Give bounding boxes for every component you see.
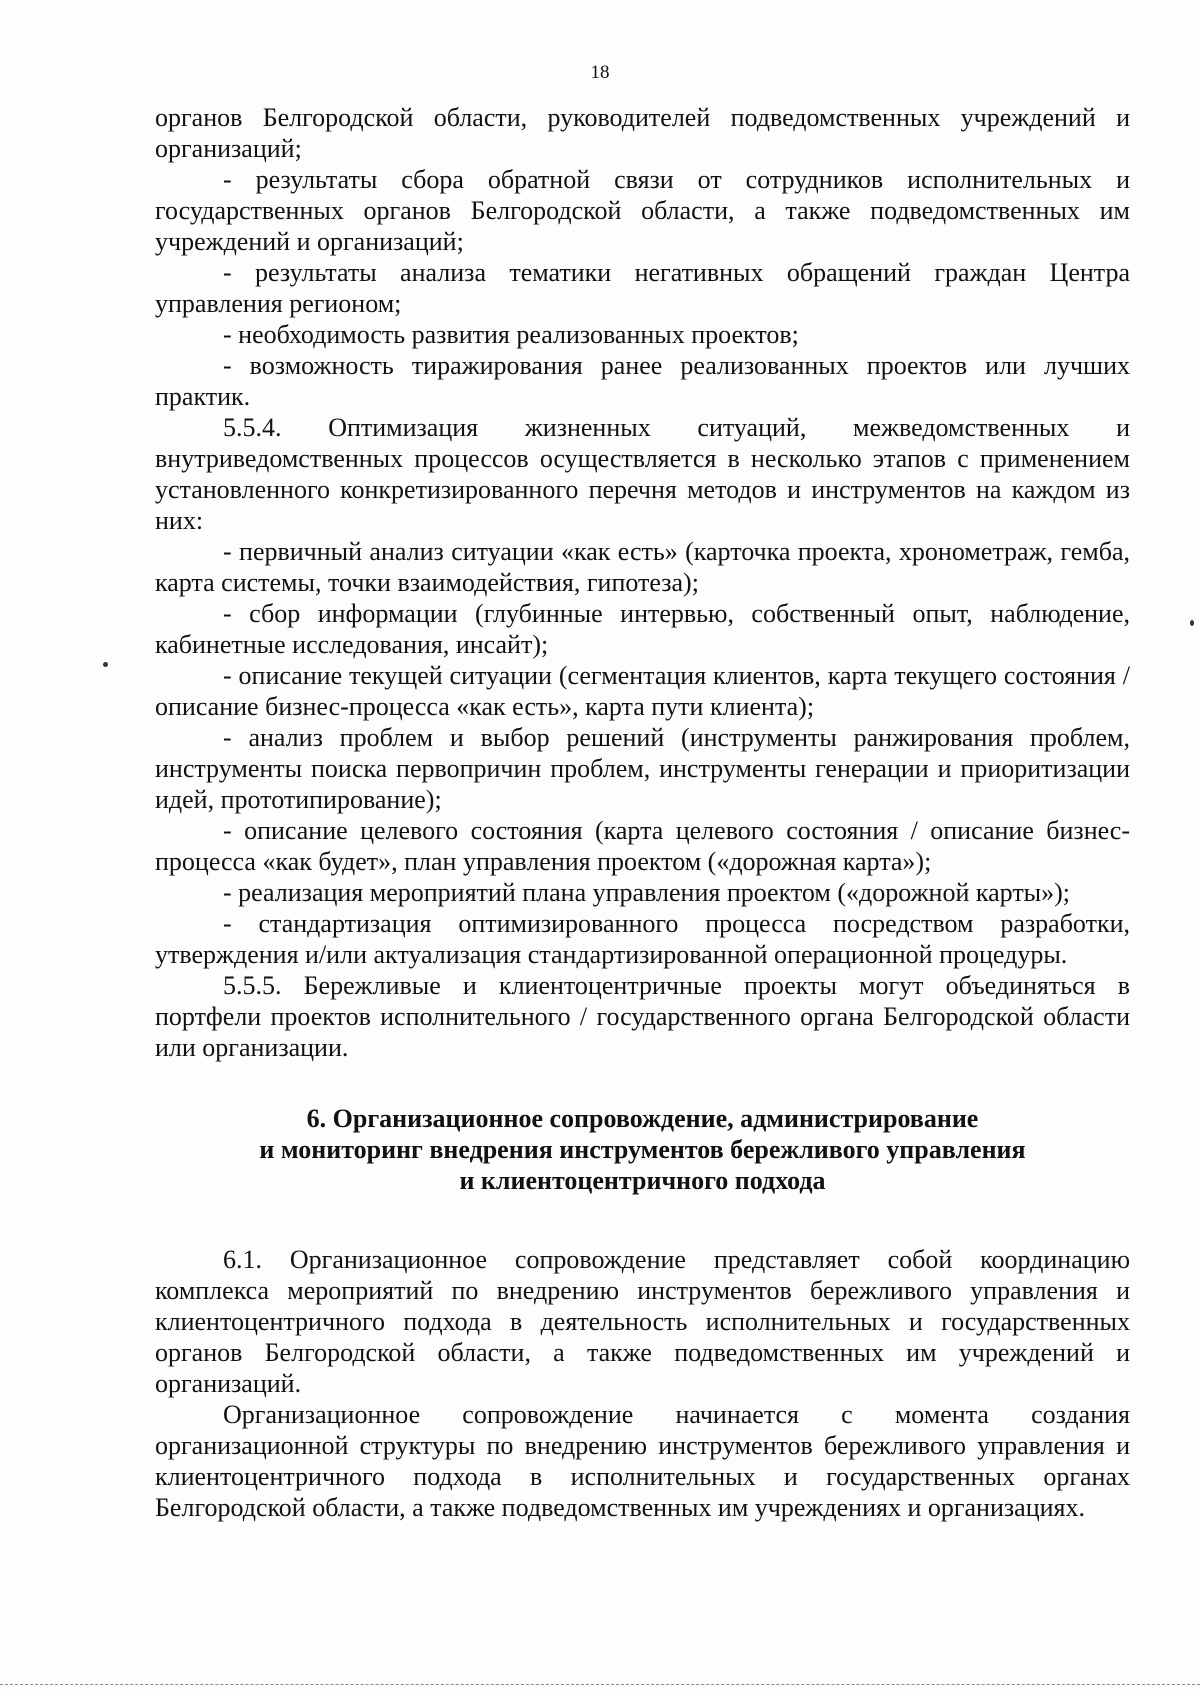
document-body: [155, 102, 1130, 1523]
section-heading-line-3: и клиентоцентричного подхода: [459, 1166, 826, 1195]
scan-artifact-dot: [1190, 620, 1194, 626]
paragraph: 5.5.5. Бережливые и клиентоцентричные проекты могут объединяться в портфели проектов исполнительного / государственного органа Белгородской области или организации.: [155, 971, 1130, 1062]
paragraph: - результаты сбора обратной связи от сотрудников исполнительных и государственных органов Белгородской области, а также подведомственных им учреждений и организаций;: [155, 165, 1130, 256]
section-heading-line-1: 6. Организационное сопровождение, администрирование: [306, 1104, 979, 1133]
section-heading-line-2: и мониторинг внедрения инструментов бережливого управления: [259, 1135, 1026, 1164]
paragraph: органов Белгородской области, руководителей подведомственных учреждений и организаций;: [155, 103, 1130, 163]
paragraph: - реализация мероприятий плана управления проектом («дорожной карты»);: [223, 878, 1071, 907]
paragraph: - анализ проблем и выбор решений (инструменты ранжирования проблем, инструменты поиска первопричин проблем, инструменты генерации и приоритизации идей, прототипирование);: [155, 723, 1130, 814]
page-number: 18: [590, 62, 610, 83]
paragraph: - возможность тиражирования ранее реализованных проектов или лучших практик.: [155, 351, 1130, 411]
section-heading: [155, 1103, 1130, 1196]
scan-artifact-dot: [103, 662, 108, 667]
paragraph: 6.1. Организационное сопровождение представляет собой координацию комплекса мероприятий по внедрению инструментов бережливого управления и клиентоцентричного подхода в деятельность исполнительных и государственных органов Белгородской области, а также подведомственных им учреждений и организаций.: [155, 1245, 1130, 1398]
paragraph-group-bottom: [155, 1244, 1130, 1523]
paragraph: - первичный анализ ситуации «как есть» (карточка проекта, хронометраж, гемба, карта системы, точки взаимодействия, гипотеза);: [155, 537, 1130, 597]
paragraph: Организационное сопровождение начинается с момента создания организационной структуры по внедрению инструментов бережливого управления и клиентоцентричного подхода в исполнительных и государственных органах Белгородской области, а также подведомственных им учреждениях и организациях.: [155, 1400, 1130, 1522]
paragraph: 5.5.4. Оптимизация жизненных ситуаций, межведомственных и внутриведомственных процессов осуществляется в несколько этапов с применением установленного конкретизированного перечня методов и инструментов на каждом из них:: [155, 413, 1130, 535]
page-bottom-edge: [0, 1684, 1200, 1685]
paragraph: - сбор информации (глубинные интервью, собственный опыт, наблюдение, кабинетные исследования, инсайт);: [155, 599, 1130, 659]
paragraph: - результаты анализа тематики негативных обращений граждан Центра управления регионом;: [155, 258, 1130, 318]
paragraph: - стандартизация оптимизированного процесса посредством разработки, утверждения и/или актуализация стандартизированной операционной процедуры.: [155, 909, 1130, 969]
paragraph: - описание текущей ситуации (сегментация клиентов, карта текущего состояния / описание бизнес-процесса «как есть», карта пути клиента);: [155, 661, 1130, 721]
paragraph: - описание целевого состояния (карта целевого состояния / описание бизнес-процесса «как будет», план управления проектом («дорожная карта»);: [155, 816, 1130, 876]
paragraph-group-top: [155, 102, 1130, 1063]
paragraph: - необходимость развития реализованных проектов;: [223, 320, 799, 349]
